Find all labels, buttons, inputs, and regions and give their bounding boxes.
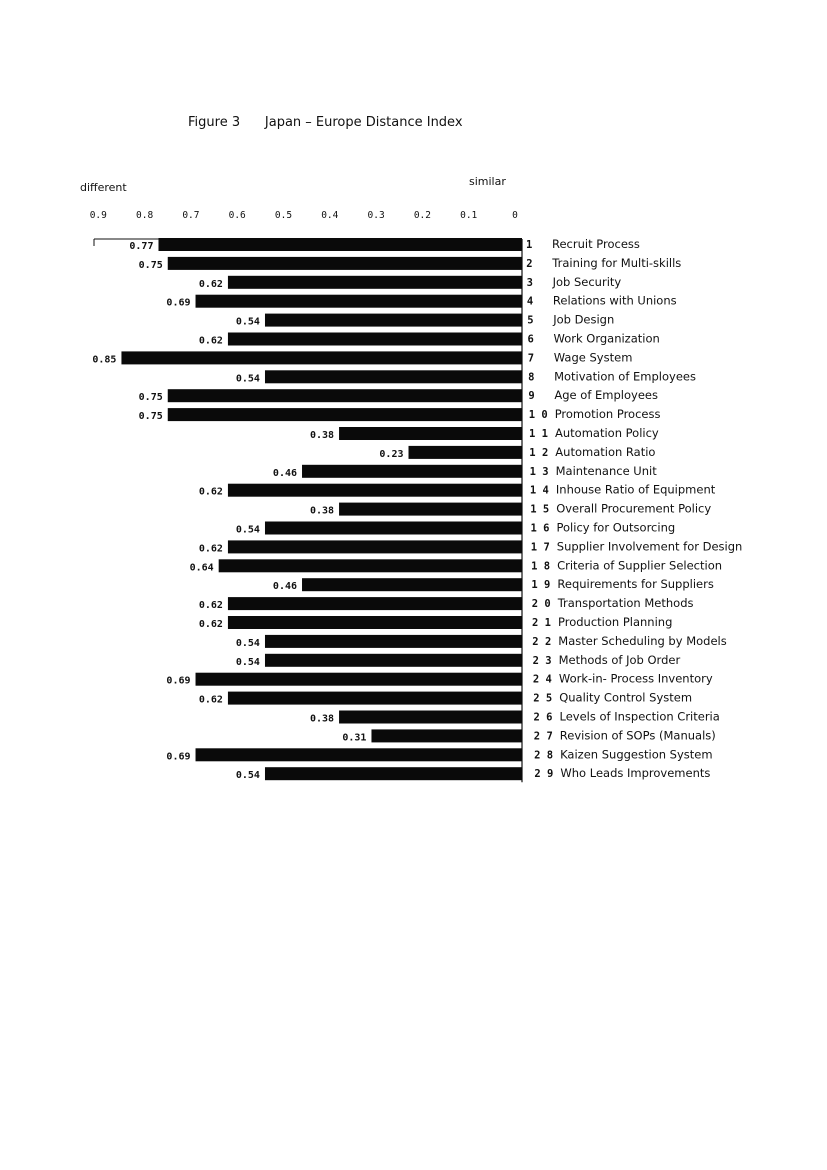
value-label: 0.75: [138, 392, 163, 404]
tick-label: 0.1: [460, 210, 478, 221]
value-label: 0.69: [166, 297, 191, 309]
tick-label: 0: [512, 210, 518, 221]
tick-label: 0.8: [136, 210, 154, 221]
category-number: 1 3: [529, 465, 549, 478]
bar: [158, 238, 522, 251]
bar: [228, 540, 522, 553]
category-label: Overall Procurement Policy: [556, 501, 712, 516]
category-number: 1 6: [530, 522, 550, 535]
category-number: 2 9: [534, 768, 554, 781]
category-label: Age of Employees: [554, 388, 658, 403]
tick-label: 0.7: [182, 210, 200, 221]
value-label: 0.54: [235, 316, 260, 328]
category-number: 5: [527, 314, 534, 327]
value-label: 0.23: [379, 448, 404, 460]
category-number: 1 1: [529, 428, 548, 440]
category-number: 2 4: [532, 673, 552, 686]
category-number: 1 0: [528, 409, 548, 422]
value-label: 0.85: [92, 354, 117, 366]
category-labels: [526, 237, 742, 780]
bar: [339, 503, 522, 516]
value-label: 0.54: [235, 524, 260, 536]
category-label: Job Security: [552, 274, 622, 289]
category-number: 2 1: [532, 617, 551, 629]
category-label: Transportation Methods: [557, 596, 694, 611]
category-label: Recruit Process: [552, 237, 640, 251]
category-label: Production Planning: [558, 615, 673, 629]
axis-label-different: different: [80, 181, 127, 194]
category-number: 1 5: [530, 503, 550, 516]
category-number: 4: [526, 295, 534, 308]
bar: [265, 314, 522, 327]
category-label: Work-in- Process Inventory: [558, 671, 713, 686]
value-label: 0.46: [272, 467, 298, 479]
tick-label: 0.9: [89, 210, 107, 221]
category-label: Master Scheduling by Models: [558, 633, 727, 648]
category-number: 2 0: [531, 598, 551, 611]
category-label: Who Leads Improvements: [560, 766, 711, 781]
bar: [228, 616, 522, 629]
category-number: 1 2: [529, 446, 549, 459]
bar: [265, 767, 522, 780]
category-number: 1 7: [530, 541, 550, 554]
value-label: 0.38: [309, 430, 335, 441]
bar: [196, 748, 522, 761]
bar: [265, 635, 522, 648]
bar: [339, 711, 522, 724]
value-label: 0.62: [198, 600, 223, 612]
value-label: 0.75: [138, 411, 163, 423]
category-number: 2 3: [532, 654, 552, 667]
chart-title: Figure 3 Japan – Europe Distance Index: [188, 115, 463, 130]
value-label: 0.54: [235, 637, 260, 649]
value-label: 0.46: [272, 581, 298, 593]
category-number: 2 8: [534, 749, 554, 762]
category-number: 2 6: [533, 711, 553, 724]
value-label: 0.54: [235, 656, 260, 668]
bar: [168, 408, 522, 421]
bar: [228, 484, 522, 497]
tick-label: 0.3: [367, 210, 385, 221]
category-number: 2 5: [533, 692, 553, 705]
category-label: Motivation of Employees: [554, 369, 696, 384]
axis-label-similar: similar: [469, 175, 506, 188]
bar: [219, 559, 522, 572]
category-label: Maintenance Unit: [555, 463, 657, 478]
bar: [265, 522, 522, 535]
value-label: 0.64: [189, 562, 214, 574]
category-label: Requirements for Suppliers: [557, 577, 714, 592]
category-number: 2 7: [533, 730, 553, 743]
value-label: 0.38: [309, 505, 335, 517]
value-label: 0.69: [166, 675, 191, 687]
category-label: Methods of Job Order: [558, 652, 681, 667]
category-label: Levels of Inspection Criteria: [559, 709, 720, 724]
bar: [228, 692, 522, 705]
category-label: Training for Multi-skills: [552, 255, 682, 270]
bar: [228, 333, 522, 346]
category-number: 3: [526, 276, 533, 289]
value-label: 0.62: [198, 486, 223, 498]
value-label: 0.38: [309, 713, 335, 725]
tick-label: 0.6: [228, 210, 246, 221]
category-label: Supplier Involvement for Design: [556, 539, 743, 554]
bar: [196, 673, 522, 686]
bar: [302, 465, 522, 478]
bar: [168, 389, 522, 402]
value-label: 0.62: [198, 619, 223, 630]
category-label: Revision of SOPs (Manuals): [559, 728, 716, 743]
bar: [265, 654, 522, 667]
value-label: 0.62: [198, 543, 223, 555]
value-label: 0.77: [129, 241, 154, 252]
bar: [265, 370, 522, 383]
category-label: Work Organization: [553, 331, 660, 346]
category-number: 1: [526, 239, 533, 251]
value-label: 0.62: [198, 278, 223, 290]
category-label: Automation Policy: [555, 426, 659, 440]
category-number: 7: [527, 352, 535, 365]
bar: [228, 597, 522, 610]
bar: [196, 295, 522, 308]
category-number: 2 2: [532, 635, 552, 648]
bar: [228, 276, 522, 289]
category-number: 9: [528, 390, 535, 403]
value-label: 0.62: [198, 694, 223, 706]
bar: [371, 729, 522, 742]
category-label: Criteria of Supplier Selection: [557, 558, 723, 573]
bar: [168, 257, 522, 270]
category-label: Relations with Unions: [552, 293, 677, 308]
bar: [121, 351, 522, 364]
category-number: 2: [526, 257, 533, 270]
category-label: Wage System: [553, 350, 633, 365]
category-label: Kaizen Suggestion System: [560, 747, 713, 762]
value-label: 0.69: [166, 751, 191, 763]
category-label: Inhouse Ratio of Equipment: [555, 482, 716, 497]
category-label: Quality Control System: [559, 690, 693, 705]
bar: [409, 446, 522, 459]
category-label: Automation Ratio: [555, 444, 656, 459]
category-label: Promotion Process: [554, 407, 661, 422]
tick-label: 0.2: [413, 210, 431, 221]
value-label: 0.54: [235, 770, 260, 782]
category-number: 1 4: [529, 484, 549, 497]
value-label: 0.75: [138, 259, 163, 271]
value-label: 0.62: [198, 335, 223, 347]
tick-label: 0.4: [321, 210, 339, 221]
tick-label: 0.5: [274, 210, 293, 221]
category-label: Policy for Outsorcing: [556, 520, 676, 535]
value-label: 0.31: [342, 732, 367, 744]
category-number: 1 8: [531, 560, 551, 573]
x-axis-ticks: [90, 210, 518, 221]
value-label: 0.54: [235, 373, 260, 385]
category-label: Job Design: [553, 312, 615, 327]
category-number: 8: [528, 371, 535, 384]
category-number: 1 9: [531, 579, 551, 592]
bar: [302, 578, 522, 591]
bar: [339, 427, 522, 440]
category-number: 6: [527, 333, 534, 346]
